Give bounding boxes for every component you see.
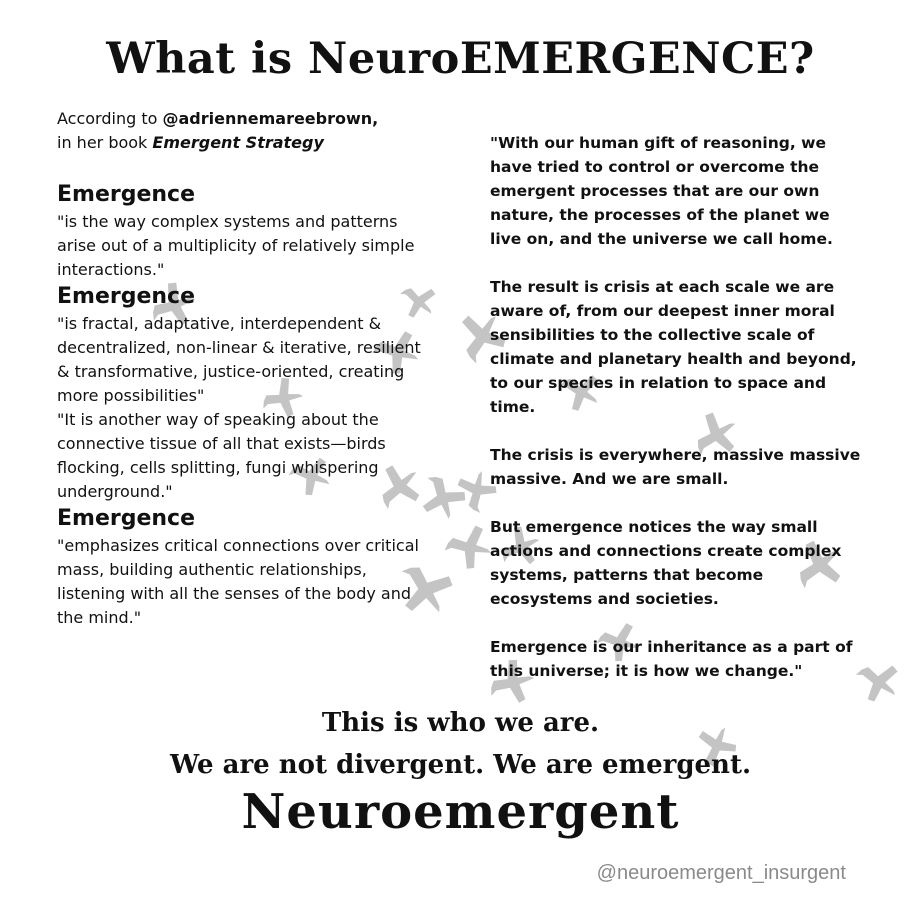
quote-paragraph-1: "With our human gift of reasoning, we have tried to control or overcome the emergent processes that are our own nature, the processes of the planet we live on, and the universe we call home. bbox=[490, 134, 833, 248]
emergence-heading-3: Emergence bbox=[57, 506, 196, 531]
emergence-quote-1: "is the way complex systems and patterns arise out of a multiplicity of relatively simple interactions." bbox=[57, 212, 415, 279]
footer-headline: Neuroemergent bbox=[241, 784, 680, 840]
emergence-quote-3: "emphasizes critical connections over critical mass, building authentic relationships, listening with all the senses of the body and the mind." bbox=[57, 536, 419, 627]
quote-paragraph-5: Emergence is our inheritance as a part of this universe; it is how we change." bbox=[490, 638, 853, 680]
left-column bbox=[57, 107, 437, 630]
quote-paragraph-2: The result is crisis at each scale we are aware of, from our deepest inner moral sensibilities to the collective scale of climate and planetary health and beyond, to our species in relation to space and time. bbox=[490, 278, 857, 416]
right-column-quote bbox=[490, 131, 865, 707]
emergence-heading-1: Emergence bbox=[57, 182, 196, 207]
emergence-quote-2: "is fractal, adaptative, interdependent & decentralized, non-linear & iterative, resilient & transformative, justice-oriented, creating more possibilities" bbox=[57, 314, 421, 405]
footer-line-1: This is who we are. bbox=[321, 708, 600, 738]
intro-text: According to @adriennemareebrown, in her book Emergent Strategy bbox=[57, 109, 379, 152]
book-title: Emergent Strategy bbox=[152, 133, 324, 152]
emergence-heading-2: Emergence bbox=[57, 284, 196, 309]
connective-tissue-quote: "It is another way of speaking about the connective tissue of all that exists—birds flocking, cells splitting, fungi whispering underground." bbox=[57, 410, 386, 501]
quote-paragraph-4: But emergence notices the way small actions and connections create complex systems, patterns that become ecosystems and societies. bbox=[490, 518, 842, 608]
quote-paragraph-3: The crisis is everywhere, massive massive massive. And we are small. bbox=[490, 446, 861, 488]
bird-silhouette-icon bbox=[442, 521, 495, 572]
credit-handle: @neuroemergent_insurgent bbox=[596, 862, 846, 884]
page-title: What is NeuroEMERGENCE? bbox=[106, 34, 815, 84]
footer-line-2: We are not divergent. We are emergent. bbox=[169, 750, 752, 780]
author-handle: @adriennemareebrown, bbox=[162, 109, 379, 128]
